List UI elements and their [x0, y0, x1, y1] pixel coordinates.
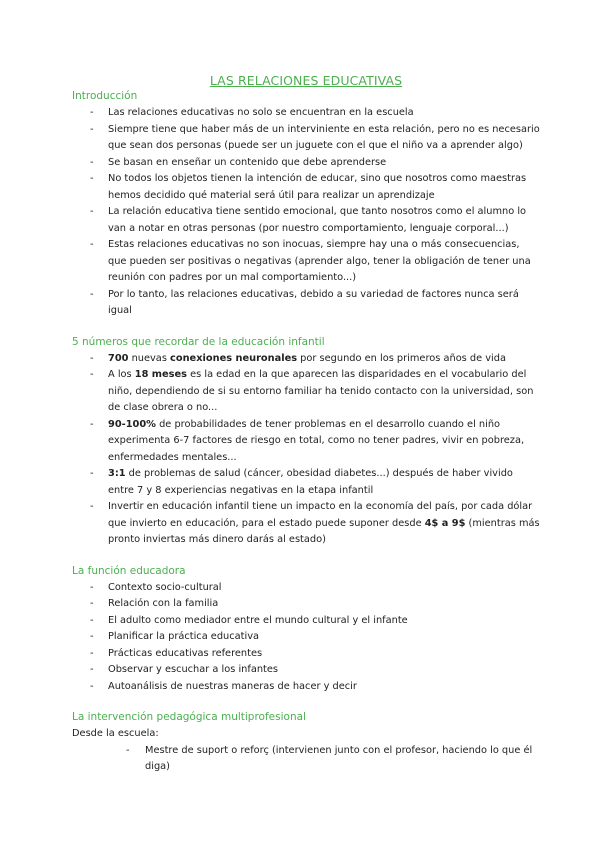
- list-item: - Las relaciones educativas no solo se encuentran en la escuela: [72, 105, 540, 122]
- text: de probabilidades de tener problemas en el desarrollo cuando el niño experimenta 6-7 factores de riesgo en total, como no tener padres, vivir en pobreza, enfermedades mentales...: [108, 418, 525, 463]
- section-introduccion: [72, 90, 540, 320]
- section-funcion-educadora: [72, 565, 540, 696]
- highlight: 3:1: [108, 468, 126, 479]
- list-item: - Estas relaciones educativas no son inocuas, siempre hay una o más consecuencias, que pueden ser positivas o negativas (aprender algo, tener la obligación de tener una reunión con padres por un mal comportamiento...): [72, 237, 540, 287]
- list-item: - Prácticas educativas referentes: [72, 646, 540, 663]
- list-item: - Autoanálisis de nuestras maneras de hacer y decir: [72, 679, 540, 696]
- highlight: 4$ a 9$: [424, 517, 466, 529]
- text: es la edad en la que aparecen las disparidades en el vocabulario del niño, dependiendo de si su entorno familiar ha tenido contacto con la universidad, son de clase obrera o no...: [108, 369, 534, 413]
- list-item: - El adulto como mediador entre el mundo cultural y el infante: [72, 613, 540, 630]
- highlight: 18 meses: [134, 369, 187, 380]
- list-item: - Mestre de suport o reforç (intervienen junto con el profesor, haciendo lo que él diga): [72, 743, 540, 776]
- list-item: - Se basan en enseñar un contenido que debe aprenderse: [72, 155, 540, 172]
- text: Invertir en educación infantil tiene un impacto en la economía del país, por cada dólar que invierto en educación, para el estado puede suponer desde: [108, 501, 533, 529]
- list-item: - Contexto socio-cultural: [72, 580, 540, 597]
- highlight: 90-100%: [108, 418, 156, 430]
- list-item: - Siempre tiene que haber más de un interviniente en esta relación, pero no es necesario que sean dos personas (puede ser un juguete con el que el niño va a aprender algo): [72, 122, 540, 155]
- section-heading: La intervención pedagógica multiprofesional: [72, 711, 306, 723]
- nested-bullet-list: [72, 743, 540, 776]
- text: por segundo en los primeros años de vida: [297, 352, 507, 364]
- list-item: [72, 367, 540, 417]
- section-5-numeros: [72, 336, 540, 549]
- text: A los: [108, 369, 135, 380]
- intro-text: Desde la escuela:: [72, 728, 159, 739]
- list-item: - No todos los objetos tienen la intención de educar, sino que nosotros como maestras hemos decidido qué material será útil para realizar un aprendizaje: [72, 171, 540, 204]
- list-item: - La relación educativa tiene sentido emocional, que tanto nosotros como el alumno lo van a notar en otras personas (por nuestro comportamiento, lenguaje corporal...): [72, 204, 540, 237]
- section-intervencion: [72, 711, 540, 776]
- text: (mientras más pronto inviertas más dinero darás al estado): [108, 517, 540, 545]
- bullet-list: [72, 351, 540, 549]
- list-item: [72, 499, 540, 549]
- list-item: - Observar y escuchar a los infantes: [72, 662, 540, 679]
- list-item: - Por lo tanto, las relaciones educativas, debido a su variedad de factores nunca será igual: [72, 287, 540, 320]
- list-item: - Relación con la familia: [72, 596, 540, 613]
- text: nuevas: [128, 352, 171, 364]
- section-heading: La función educadora: [72, 564, 186, 577]
- bullet-list: [72, 105, 540, 320]
- page-title: LAS RELACIONES EDUCATIVAS: [209, 73, 403, 88]
- section-heading: 5 números que recordar de la educación infantil: [72, 335, 325, 348]
- list-item: - Planificar la práctica educativa: [72, 629, 540, 646]
- section-heading: Introducción: [72, 90, 138, 102]
- list-item: [72, 351, 540, 368]
- text: de problemas de salud (cáncer, obesidad diabetes...) después de haber vivido entre 7 y 8 experiencias negativas en la etapa infantil: [108, 468, 513, 496]
- bullet-list: [72, 580, 540, 696]
- list-item: [72, 466, 540, 499]
- list-item: [72, 417, 540, 467]
- highlight: 700: [108, 352, 129, 364]
- highlight: conexiones neuronales: [170, 352, 298, 364]
